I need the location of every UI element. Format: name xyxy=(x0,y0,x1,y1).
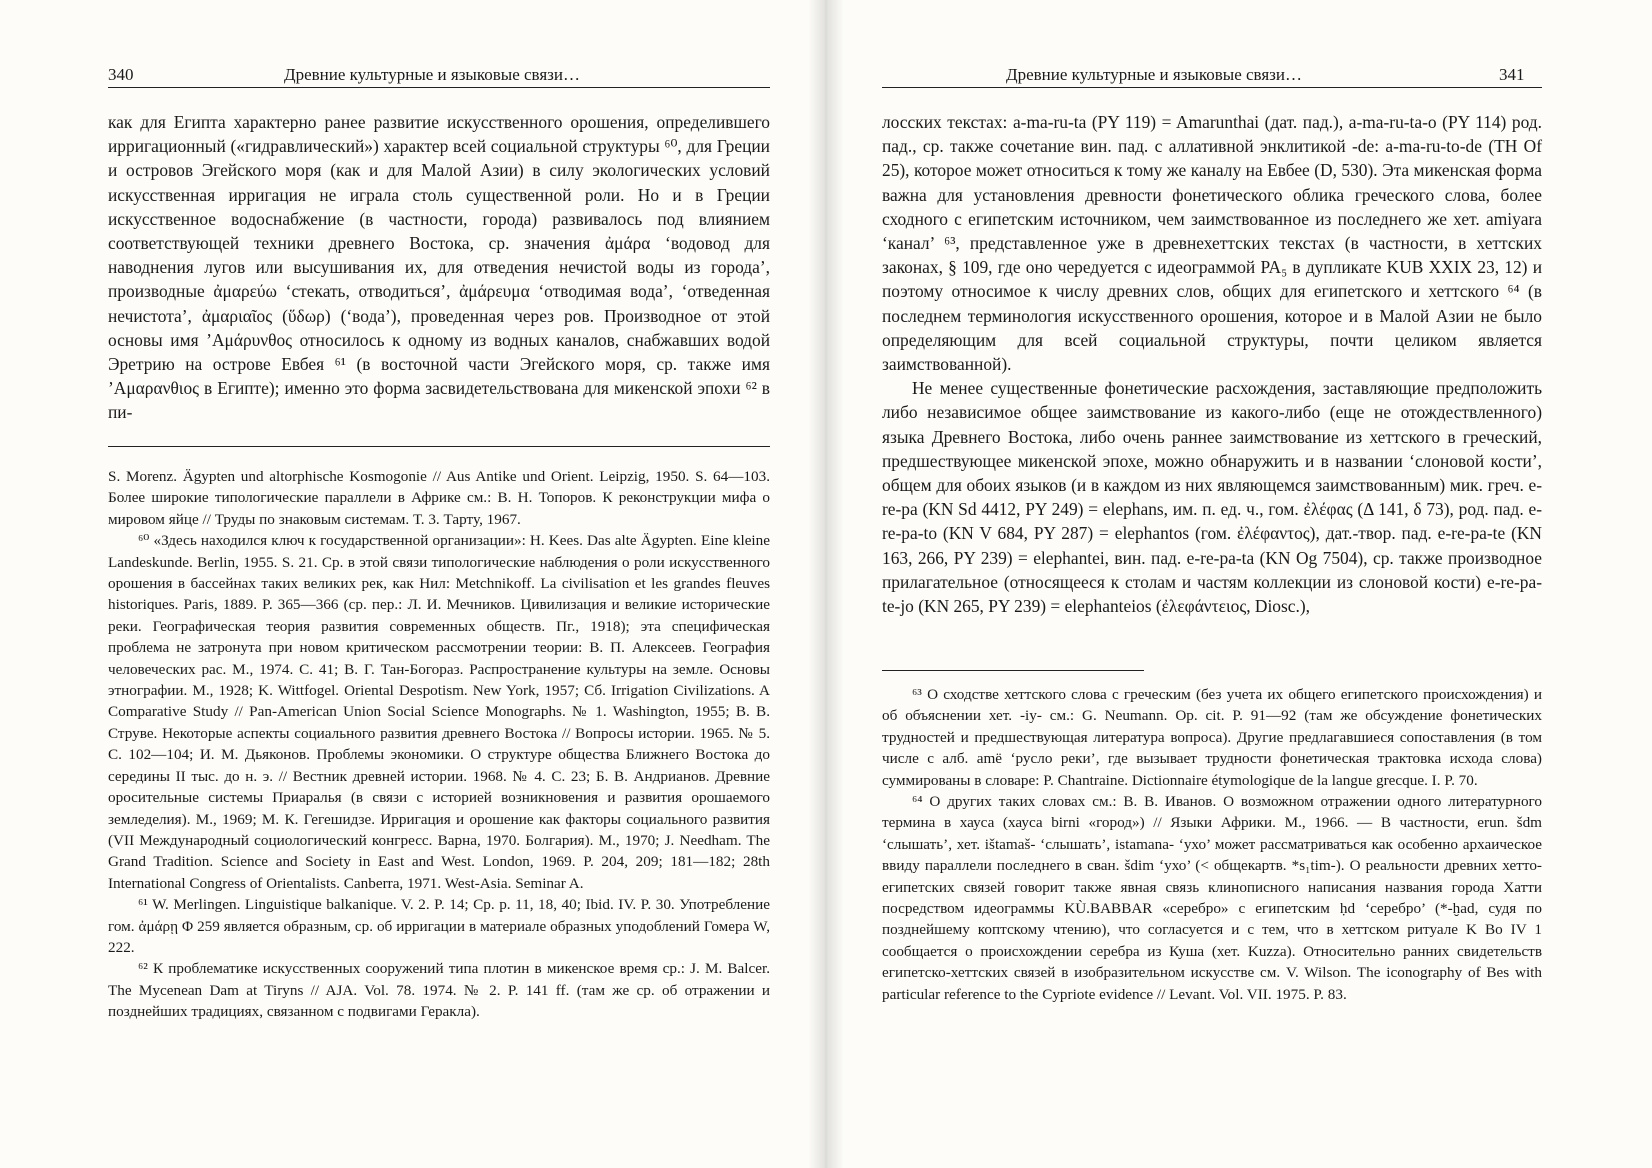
right-footnote-rule xyxy=(882,670,1144,671)
left-body-paragraph: как для Египта характерно ранее развитие искусственного орошения, определившего ирригационный («гидравлический») характер всей социальной структуры ⁶⁰, для Греции и островов Эгейского моря (как и для Малой Азии) в силу экологических условий искусственная ирригация не играла столь существенной роли. Но и в Греции искусственное водоснабжение (в частности, города) развивалось под влиянием соответствующей техники древнего Востока, ср. значения ἀμάρα ‘водовод для наводнения лугов или высушивания их, для отведения нечистой воды из города’, производные ἀμαρεύω ‘стекать, отводиться’, ἀμάρευμα ‘отводимая вода’, ‘отведенная нечистота’, ἀμαριαῖος (ὕδωρ) (‘вода’), проведенная через ров. Производное от этой основы имя ’Αμάρυνθος относилось к одному из водных каналов, снабжавших водой Эретрию на острове Евбея ⁶¹ (в восточной части Эгейского моря, ср. также имя ’Αμαρανθιος в Египте); именно это форма засвидетельствована для микенской эпохи ⁶² в пи- xyxy=(108,112,770,423)
right-body-paragraph-2: Не менее существенные фонетические расхождения, заставляющие предположить либо независимое общее заимствование из какого-либо (еще не отождествленного) языка Древнего Востока, либо очень раннее заимствование из хеттского в греческий, предшествующее микенской эпохе, можно обнаружить и в названии ‘слоновой кости’, общем для обоих языков (и в каждом из них являющемся заимствованным) мик. греч. e-re-pa (KN Sd 4412, PY 249) = elephans, им. п. ед. ч., гом. ἐλέφας (Δ 141, δ 73), род. пад. e-re-pa-to (KN V 684, PY 287) = elephantos (гом. ἐλέφαντος), дат.-твор. пад. e-re-pa-te (KN 163, 266, PY 239) = elephantei, вин. пад. e-re-pa-ta (KN Og 7504), ср. также производное прилагательное (относящееся к столам и частям коллекции из слоновой кости) e-re-pa-te-jo (KN 265, PY 239) = elephanteios (ἐλεφάντειος, Diosc.), xyxy=(882,378,1542,617)
left-header-rule xyxy=(108,87,770,88)
footnote-62: ⁶² К проблематике искусственных сооружений типа плотин в микенское время ср.: J. M. Balcer. The Mycenean Dam at Tiryns // AJA. Vol. 78. 1974. № 2. P. 141 ff. (там же ср. об отражении и позднейших традициях, связанном с подвигами Геракла). xyxy=(108,960,770,1021)
footnote-63: ⁶³ О сходстве хеттского слова с греческим (без учета их общего египетского происхождения) и об объяснении хет. -iy- см.: G. Neumann. Op. cit. P. 91—92 (там же обсуждение фонетических трудностей и предшествующая литература вопроса). Другие предлагавшиеся сопоставления (в том числе с алб. amë ‘русло реки’, где вызывает трудности фонетическая трактовка исхода слова) суммированы в словаре: P. Chantraine. Dictionnaire étymologique de la langue grecque. I. P. 70. xyxy=(882,686,1542,789)
right-page-number: 341 xyxy=(1499,65,1525,84)
footnote-61: ⁶¹ W. Merlingen. Linguistique balkanique. V. 2. P. 14; Ср. p. 11, 18, 40; Ibid. IV. P. 30. Употребление гом. ἀμάρῃ Φ 259 является образным, ср. об ирригации в материале образных уподоблений Гомера W, 222. xyxy=(108,896,770,956)
right-running-header xyxy=(882,62,1542,88)
book-gutter-shadow xyxy=(808,0,844,1168)
right-page xyxy=(826,0,1652,1168)
left-page-number: 340 xyxy=(108,65,134,84)
left-footnotes xyxy=(108,466,770,1023)
right-footnotes xyxy=(882,684,1542,1005)
right-running-head-title: Древние культурные и языковые связи… xyxy=(1006,65,1302,84)
left-footnote-rule xyxy=(108,446,770,447)
left-running-head-title: Древние культурные и языковые связи… xyxy=(284,65,580,84)
left-body-text xyxy=(108,110,770,425)
right-body-paragraph-1: лосских текстах: a-ma-ru-ta (PY 119) = Amarunthai (дат. пад.), a-ma-ru-ta-o (PY 114) род. пад., ср. также сочетание вин. пад. с аллативной энклитикой -de: a-ma-ru-to-de (TH Of 25), которое может относиться к тому же каналу на Евбее (D, 530). Эта микенская форма важна для установления древности фонетического облика греческого слова, более сходного с египетским источником, чем заимствованное из последнего же хет. amiyara ‘канал’ ⁶³, представленное уже в древнехеттских текстах (в частности, в хеттских законах, § 109, где оно чередуется с идеограммой PA₅ в дупликате KUB XXIX 23, 12) и поэтому относимое к числу древних слов, общих для египетского и хеттского ⁶⁴ (в последнем терминология искусственного орошения, которое и в Малой Азии не было определяющим для всей социальной структуры, почти целиком является заимствованной). xyxy=(882,112,1542,375)
left-running-header xyxy=(108,62,770,88)
right-header-rule xyxy=(882,87,1542,88)
footnote-64: ⁶⁴ О других таких словах см.: В. В. Иванов. О возможном отражении одного литературного термина в хауса (хауса birni «город») // Языки Африки. М., 1966. — В частности, erun. šdm ‘слышать’, хет. ištamaš- ‘слышать’, istamana- ‘ухо’ может рассматриваться как особенно архаическое ввиду параллели последнего в сван. šdim ‘ухо’ (< общекартв. *s₁tim-). О реальности древних хетто-египетских связей говорит также явная связь клинописного написания названия города Хатти посредством идеограммы KÙ.BABBAR «серебро» с египетским ḥd ‘серебро’ (*-ḫad, судя по позднейшему коптскому чтению), что согласуется и с тем, что в хеттском ритуале K Bo IV 1 сообщается о происхождении серебра из Куша (хет. Kuzza). Относительно ранних свидетельств египетско-хеттских связей в изобразительном искусстве см. V. Wilson. The iconography of Bes with particular reference to the Cypriote evidence // Levant. Vol. VII. 1975. P. 83. xyxy=(882,793,1542,1003)
footnote-continued: S. Morenz. Ägypten und altorphische Kosmogonie // Aus Antike und Orient. Leipzig, 1950. S. 64—103. Более широкие типологические параллели в Африке см.: В. Н. Топоров. К реконструкции мифа о мировом яйце // Труды по знаковым системам. Т. 3. Тарту, 1967. xyxy=(108,468,770,528)
footnote-60: ⁶⁰ «Здесь находился ключ к государственной организации»: H. Kees. Das alte Ägypten. Eine kleine Landeskunde. Berlin, 1955. S. 21. Ср. в этой связи типологические наблюдения о роли искусственного орошения в бассейнах таких великих рек, как Нил: Metchnikoff. La civilisation et les grandes fleuves historiques. Paris, 1889. P. 365—366 (ср. пер.: Л. И. Мечников. Цивилизация и великие исторические реки. Географическая теория развития современных обществ. Пг., 1918); эта специфическая проблема не затронута при новом критическом рассмотрении теории: В. П. Алексеев. География человеческих рас. М., 1974. С. 41; В. Г. Тан-Богораз. Распространение культуры на земле. Основы этнографии. М., 1928; K. Wittfogel. Oriental Despotism. New York, 1957; Сб. Irrigation Civilizations. A Comparative Study // Pan-American Union Social Science Monographs. № 1. Washington, 1955; В. В. Струве. Некоторые аспекты социального развития древнего Востока // Вопросы истории. 1965. № 5. С. 102—104; И. М. Дьяконов. Проблемы экономики. О структуре общества Ближнего Востока до середины II тыс. до н. э. // Вестник древней истории. 1968. № 4. С. 23; Б. В. Андрианов. Древние оросительные системы Приаралья (в связи с историей возникновения и развития орошаемого земледелия). М., 1969; М. К. Гегешидзе. Ирригация и орошение как факторы социального развития (VII Международный социологический конгресс. Варна, 1970. Болгария). М., 1970; J. Needham. The Grand Tradition. Science and Society in East and West. London, 1969. P. 204, 209; 181—182; 28th International Congress of Orientalists. Canberra, 1971. West-Asia. Seminar A. xyxy=(108,532,770,892)
right-body-text xyxy=(882,110,1542,618)
